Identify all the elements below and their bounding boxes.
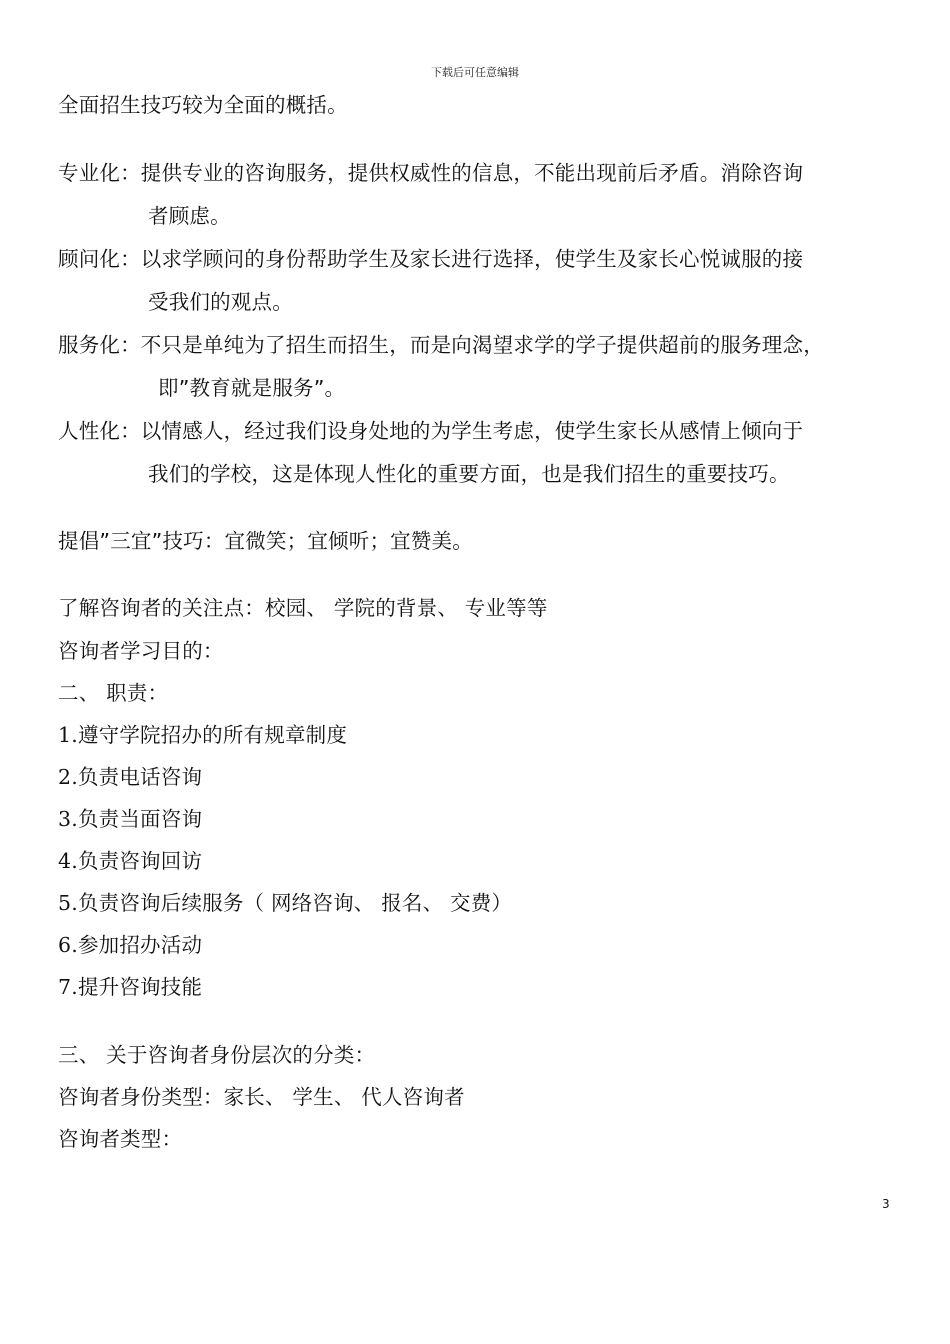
concerns-line: 了解咨询者的关注点：校园、 学院的背景、 专业等等 — [58, 596, 548, 620]
consultant-types-line: 咨询者类型： — [58, 1127, 183, 1151]
advisor-line: 顾问化：以求学顾问的身份帮助学生及家长进行选择，使学生及家长心悦诚服的接 — [58, 247, 804, 271]
professional-line-cont: 者顾虑。 — [148, 204, 231, 228]
intro-line: 全面招生技巧较为全面的概括。 — [58, 93, 348, 117]
duty-item: 6.参加招办活动 — [58, 933, 203, 957]
purpose-line: 咨询者学习目的： — [58, 639, 224, 663]
advisor-line-cont: 受我们的观点。 — [148, 290, 293, 314]
duty-item: 2.负责电话咨询 — [58, 765, 203, 789]
identity-types-line: 咨询者身份类型：家长、 学生、 代人咨询者 — [58, 1085, 465, 1109]
duty-item: 7.提升咨询技能 — [58, 975, 203, 999]
service-line: 服务化：不只是单纯为了招生而招生，而是向渴望求学的学子提供超前的服务理念， — [58, 333, 824, 357]
section-classification-heading: 三、 关于咨询者身份层次的分类： — [58, 1043, 376, 1067]
humanized-line: 人性化：以情感人，经过我们设身处地的为学生考虑，使学生家长从感情上倾向于 — [58, 419, 804, 443]
humanized-line-cont: 我们的学校，这是体现人性化的重要方面，也是我们招生的重要技巧。 — [148, 462, 790, 486]
duty-item: 3.负责当面咨询 — [58, 807, 203, 831]
service-line-cont: 即”教育就是服务”。 — [158, 376, 346, 400]
professional-line: 专业化：提供专业的咨询服务，提供权威性的信息，不能出现前后矛盾。消除咨询 — [58, 161, 804, 185]
three-tips-line: 提倡”三宜”技巧：宜微笑；宜倾听；宜赞美。 — [58, 529, 473, 553]
duty-item: 1.遵守学院招办的所有规章制度 — [58, 723, 348, 747]
page-number: 3 — [882, 1197, 890, 1211]
duty-item: 4.负责咨询回访 — [58, 849, 203, 873]
section-duties-heading: 二、 职责： — [58, 681, 169, 705]
duty-item: 5.负责咨询后续服务（ 网络咨询、 报名、 交费） — [58, 891, 513, 915]
page-header: 下载后可任意编辑 — [431, 66, 519, 79]
